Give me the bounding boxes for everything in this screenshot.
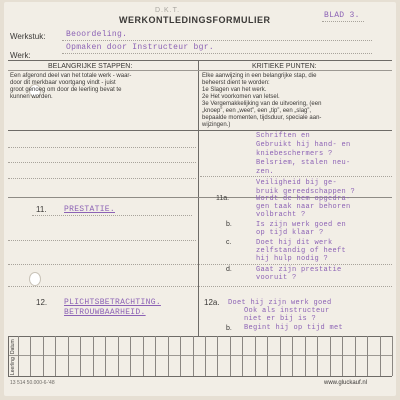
left-column-heading: BELANGRIJKE STAPPEN: — [48, 63, 133, 70]
point-block1-line3: kniebeschermers ? — [256, 150, 333, 158]
werkstuk-label: Werkstuk: — [10, 32, 46, 41]
grid-column-line — [55, 336, 56, 376]
point-block1-line6: Veiligheid bij ge- — [256, 179, 338, 187]
step-11-text: PRESTATIE. — [64, 205, 116, 214]
grid-left-edge — [8, 336, 9, 376]
divider-a — [8, 147, 196, 148]
description-bottom-line — [8, 130, 392, 131]
point-11d-number: d. — [226, 266, 232, 273]
form-number: 13 514 50.000-6-'48 — [10, 380, 55, 386]
divider-c — [8, 162, 196, 163]
divider-g — [8, 286, 392, 287]
org-label: D.K.T. — [155, 7, 181, 14]
point-12a-number: 12a. — [204, 298, 220, 307]
grid-column-line — [118, 336, 119, 376]
grid-column-line — [130, 336, 131, 376]
grid-column-line — [380, 336, 381, 376]
grid-bottom-line — [8, 376, 392, 377]
grid-column-line — [242, 336, 243, 376]
left-desc-2: door dit merkbaar voortgang vindt - juist — [10, 80, 116, 86]
point-11d-line1: Gaat zijn prestatie — [256, 266, 342, 274]
point-11b-line1: Is zijn werk goed en — [256, 221, 347, 229]
point-block1-line7: bruik gereedschappen ? — [256, 188, 356, 196]
grid-top-line — [8, 336, 392, 337]
point-block1-line1: Schriften en — [256, 132, 311, 140]
step-11-underline — [32, 215, 192, 216]
left-desc-1: Een afgerond deel van het totale werk - waar- — [10, 73, 132, 79]
left-desc-4: kunnen worden. — [10, 94, 53, 100]
grid-row-label-leerling: Leerling — [10, 357, 16, 375]
point-12a-line2: Ook als instructeur — [244, 307, 330, 315]
point-block1-line5: zen. — [256, 168, 275, 176]
grid-column-line — [305, 336, 306, 376]
sheet-number: BLAD 3. — [324, 11, 360, 20]
form-sheet — [4, 2, 396, 396]
divider-d — [8, 178, 196, 179]
grid-column-line — [93, 336, 94, 376]
grid-column-line — [205, 336, 206, 376]
grid-column-line — [280, 336, 281, 376]
point-11a-line2: gen taak naar behoren — [256, 203, 351, 211]
divider-b — [200, 176, 392, 177]
left-desc-3: groot genoeg om door de leerling bevat te — [10, 87, 122, 93]
werkstuk-underline — [62, 40, 372, 41]
point-block1-line4: Belsriem, stalen neu- — [256, 159, 351, 167]
right-desc-2: beheerst dient te worden: — [202, 80, 270, 86]
right-desc-7: bepaalde momenten, tijdsduur, speciale aan- — [202, 115, 322, 121]
grid-column-line — [230, 336, 231, 376]
divider-e — [8, 240, 196, 241]
point-11c-line2: zelfstandig of heeft — [256, 247, 347, 255]
werk-label: Werk: — [10, 51, 31, 60]
step-12-text-line2: BETROUWBAARHEID. — [64, 308, 146, 317]
right-desc-8: wijzingen.) — [202, 122, 231, 128]
right-desc-6: „knoep”, een „weet”, een „tip”, een „slag”, — [202, 108, 312, 114]
point-12b-line1: Begint hij op tijd met — [244, 324, 344, 332]
grid-column-line — [180, 336, 181, 376]
point-11c-number: c. — [226, 239, 232, 246]
grid-column-line — [18, 336, 19, 376]
point-11b-number: b. — [226, 221, 232, 228]
grid-column-line — [392, 336, 393, 376]
grid-middle-line — [8, 355, 392, 356]
grid-column-line — [68, 336, 69, 376]
werk-underline — [62, 53, 372, 54]
point-12a-line1: Doet hij zijn werk goed — [228, 299, 332, 307]
grid-column-line — [330, 336, 331, 376]
step-12-number: 12. — [36, 298, 48, 307]
grid-column-line — [168, 336, 169, 376]
point-11a-number: 11a. — [216, 195, 230, 202]
table-top-line — [8, 60, 392, 61]
watermark: www.gluckauf.nl — [324, 380, 368, 386]
right-column-heading: KRITIEKE PUNTEN: — [252, 63, 317, 70]
punch-hole-bottom — [29, 272, 41, 286]
grid-column-line — [193, 336, 194, 376]
point-11a-line3: volbracht ? — [256, 211, 306, 219]
right-desc-5: 3e Vergemakkelijking van de uitvoering, (een — [202, 101, 322, 107]
grid-column-line — [30, 336, 31, 376]
grid-column-line — [80, 336, 81, 376]
heading-underline — [8, 70, 392, 71]
step-11-number: 11. — [36, 205, 47, 214]
sheet-number-underline — [322, 21, 364, 22]
column-divider — [198, 60, 199, 336]
grid-column-line — [342, 336, 343, 376]
grid-column-line — [367, 336, 368, 376]
grid-column-line — [43, 336, 44, 376]
grid-column-line — [155, 336, 156, 376]
grid-row-label-datum: Datum — [10, 339, 16, 354]
grid-column-line — [255, 336, 256, 376]
grid-column-line — [292, 336, 293, 376]
werk-value: Opmaken door Instructeur bgr. — [66, 43, 214, 52]
point-12b-number: b. — [226, 325, 232, 332]
point-block1-line2: Gebruikt hij hand- en — [256, 141, 351, 149]
grid-column-line — [267, 336, 268, 376]
point-11c-line1: Doet hij dit werk — [256, 239, 333, 247]
grid-column-line — [143, 336, 144, 376]
divider-f — [8, 264, 392, 265]
right-desc-4: 2e Het voorkomen van letsel. — [202, 94, 280, 100]
point-11b-line2: op tijd klaar ? — [256, 229, 324, 237]
grid-column-line — [317, 336, 318, 376]
grid-column-line — [217, 336, 218, 376]
grid-column-line — [355, 336, 356, 376]
step-12-text-line1: PLICHTSBETRACHTING. — [64, 298, 161, 307]
point-11d-line2: vooruit ? — [256, 274, 297, 282]
point-11a-line1: Wordt de hem opgedra- — [256, 195, 351, 203]
form-title: WERKONTLEDINGSFORMULIER — [119, 15, 271, 25]
point-11c-line3: hij hulp nodig ? — [256, 255, 329, 263]
werkstuk-value: Beoordeling. — [66, 30, 128, 39]
right-desc-3: 1e Slagen van het werk. — [202, 87, 267, 93]
grid-column-line — [105, 336, 106, 376]
point-12a-line3: niet er bij is ? — [244, 315, 317, 323]
right-desc-1: Elke aanwijzing in een belangrijke stap, die — [202, 73, 317, 79]
